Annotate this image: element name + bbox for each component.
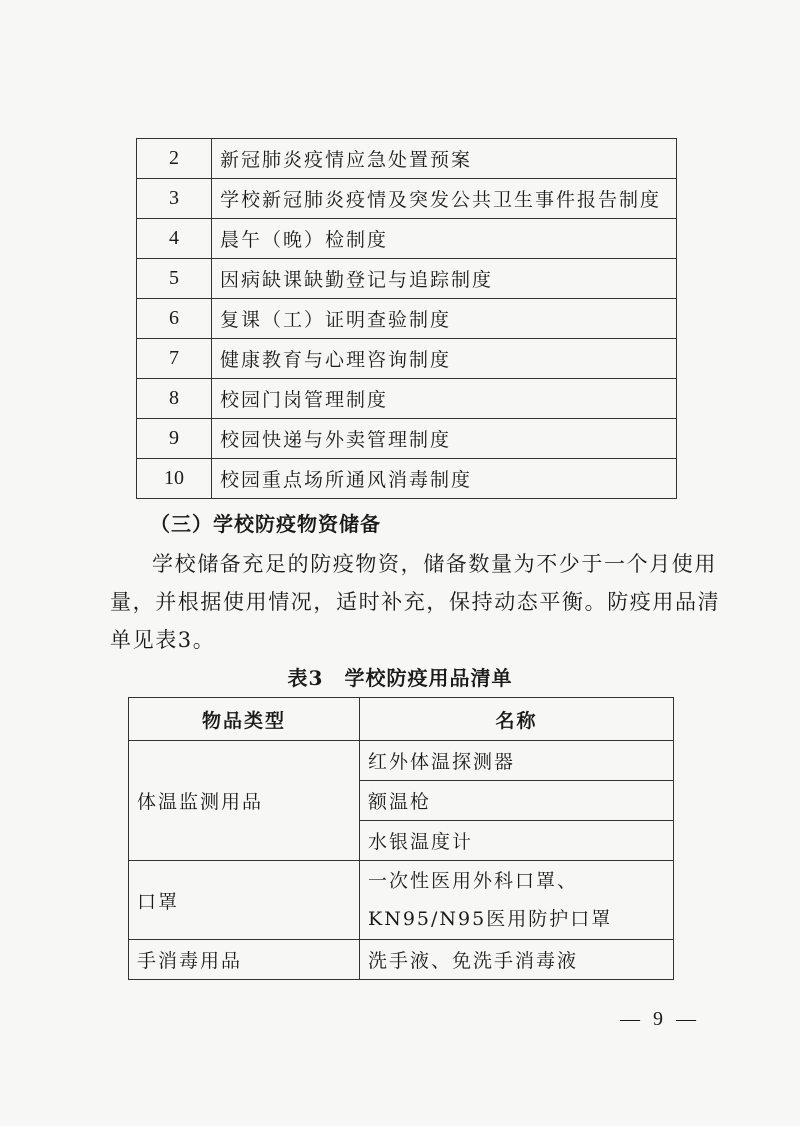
row-number: 3 (137, 179, 212, 219)
row-number: 9 (137, 419, 212, 459)
table-row (137, 419, 677, 459)
category-cell: 体温监测用品 (129, 741, 360, 861)
table-caption: 表3 学校防疫用品清单 (287, 666, 513, 690)
row-text: 健康教育与心理咨询制度 (212, 339, 677, 379)
category-cell: 手消毒用品 (129, 940, 360, 980)
table-row (137, 379, 677, 419)
table-row (137, 219, 677, 259)
table-row (137, 179, 677, 219)
category-cell: 口罩 (129, 861, 360, 940)
table-row (137, 339, 677, 379)
row-text: 复课（工）证明查验制度 (212, 299, 677, 339)
body-paragraph: 学校储备充足的防疫物资，储备数量为不少于一个月使用量，并根据使用情况，适时补充，保持动态平衡。防疫用品清单见表3。 (110, 552, 721, 652)
table-row (129, 861, 674, 940)
table-row (137, 299, 677, 339)
table-row (137, 139, 677, 179)
table-row (129, 741, 674, 781)
item-cell: 红外体温探测器 (360, 741, 674, 781)
table-row (137, 259, 677, 299)
row-text: 校园重点场所通风消毒制度 (212, 459, 677, 499)
row-text: 新冠肺炎疫情应急处置预案 (212, 139, 677, 179)
item-cell: 洗手液、免洗手消毒液 (360, 940, 674, 980)
item-cell: 水银温度计 (360, 821, 674, 861)
row-text: 因病缺课缺勤登记与追踪制度 (212, 259, 677, 299)
table-row (137, 459, 677, 499)
row-number: 6 (137, 299, 212, 339)
row-text: 学校新冠肺炎疫情及突发公共卫生事件报告制度 (212, 179, 677, 219)
table-row (129, 940, 674, 980)
row-text: 晨午（晚）检制度 (212, 219, 677, 259)
item-cell: 一次性医用外科口罩、KN95/N95医用防护口罩 (360, 861, 674, 940)
row-text: 校园门岗管理制度 (212, 379, 677, 419)
row-number: 2 (137, 139, 212, 179)
column-header-name: 名称 (360, 698, 674, 741)
supplies-table (128, 697, 674, 980)
row-text: 校园快递与外卖管理制度 (212, 419, 677, 459)
row-number: 4 (137, 219, 212, 259)
procedures-table (136, 138, 677, 499)
row-number: 8 (137, 379, 212, 419)
row-number: 7 (137, 339, 212, 379)
row-number: 10 (137, 459, 212, 499)
column-header-category: 物品类型 (129, 698, 360, 741)
table-header-row (129, 698, 674, 741)
row-number: 5 (137, 259, 212, 299)
page-number: — 9 — (620, 1008, 700, 1030)
section-heading: （三）学校防疫物资储备 (150, 512, 381, 536)
item-cell: 额温枪 (360, 781, 674, 821)
